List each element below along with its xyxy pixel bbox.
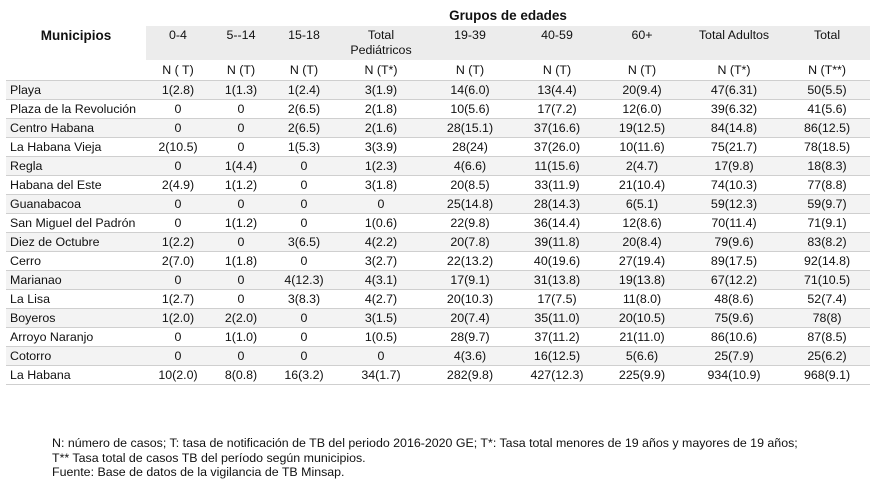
municipio-name: Diez de Octubre xyxy=(6,233,146,252)
col-header-total-adultos-label: Total Adultos xyxy=(698,28,770,42)
table-cell: 37(26.0) xyxy=(514,138,600,157)
footnote-source: Fuente: Base de datos de la vigilancia de TB Minsap. xyxy=(52,465,345,479)
table-cell: 3(2.7) xyxy=(336,252,426,271)
municipio-name: Cerro xyxy=(6,252,146,271)
table-cell: 0 xyxy=(146,119,210,138)
table-cell: 20(10.3) xyxy=(426,290,514,309)
table-cell: 33(11.9) xyxy=(514,176,600,195)
table-row xyxy=(6,214,870,233)
table-cell: 41(5.6) xyxy=(784,100,870,119)
table-cell: 17(7.2) xyxy=(514,100,600,119)
table-cell: 25(14.8) xyxy=(426,195,514,214)
table-cell: 1(5.3) xyxy=(272,138,336,157)
table-cell: 86(12.5) xyxy=(784,119,870,138)
table-row xyxy=(6,233,870,252)
table-row xyxy=(6,290,870,309)
table-cell: 282(9.8) xyxy=(426,366,514,385)
table-cell: 12(6.0) xyxy=(600,100,684,119)
table-cell: 59(9.7) xyxy=(784,195,870,214)
table-cell: 74(10.3) xyxy=(684,176,784,195)
table-cell: 11(8.0) xyxy=(600,290,684,309)
table-cell: 0 xyxy=(146,347,210,366)
table-cell: 19(12.5) xyxy=(600,119,684,138)
table-cell: 28(14.3) xyxy=(514,195,600,214)
table-cell: 0 xyxy=(146,100,210,119)
table-cell: 1(1.2) xyxy=(210,214,272,233)
table-cell: 78(8) xyxy=(784,309,870,328)
table-cell: 4(2.7) xyxy=(336,290,426,309)
table-cell: 75(9.6) xyxy=(684,309,784,328)
table-cell: 39(6.32) xyxy=(684,100,784,119)
table-cell: 3(1.8) xyxy=(336,176,426,195)
table-cell: 21(11.0) xyxy=(600,328,684,347)
municipio-name: Cotorro xyxy=(6,347,146,366)
table-cell: 0 xyxy=(272,214,336,233)
table-cell: 4(12.3) xyxy=(272,271,336,290)
table-cell: 20(7.8) xyxy=(426,233,514,252)
table-cell: 0 xyxy=(210,290,272,309)
table-cell: 0 xyxy=(210,100,272,119)
table-cell: 4(3.1) xyxy=(336,271,426,290)
table-cell: 21(10.4) xyxy=(600,176,684,195)
table-cell: 1(1.0) xyxy=(210,328,272,347)
table-cell: 18(8.3) xyxy=(784,157,870,176)
table-cell: 1(1.8) xyxy=(210,252,272,271)
table-cell: 79(9.6) xyxy=(684,233,784,252)
table-cell: 28(15.1) xyxy=(426,119,514,138)
subheader-cell: N (T*) xyxy=(684,60,784,81)
col-header-15-18: 15-18 xyxy=(272,26,336,60)
table-cell: 0 xyxy=(210,271,272,290)
table-cell: 1(1.2) xyxy=(210,176,272,195)
table-row xyxy=(6,138,870,157)
table-cell: 20(9.4) xyxy=(600,81,684,100)
table-cell: 10(5.6) xyxy=(426,100,514,119)
table-row xyxy=(6,366,870,385)
table-cell: 0 xyxy=(210,195,272,214)
table-cell: 83(8.2) xyxy=(784,233,870,252)
col-header-60-plus: 60+ xyxy=(600,26,684,60)
municipio-name: Regla xyxy=(6,157,146,176)
table-cell: 0 xyxy=(146,157,210,176)
table-cell: 0 xyxy=(146,195,210,214)
table-cell: 25(7.9) xyxy=(684,347,784,366)
table-cell: 47(6.31) xyxy=(684,81,784,100)
table-cell: 1(0.5) xyxy=(336,328,426,347)
table-body xyxy=(6,81,870,385)
col-header-0-4: 0-4 xyxy=(146,26,210,60)
table-cell: 2(6.5) xyxy=(272,100,336,119)
table-cell: 0 xyxy=(210,138,272,157)
subheader-cell: N (T) xyxy=(426,60,514,81)
table-cell: 50(5.5) xyxy=(784,81,870,100)
table-cell: 16(3.2) xyxy=(272,366,336,385)
table-cell: 1(2.8) xyxy=(146,81,210,100)
table-cell: 427(12.3) xyxy=(514,366,600,385)
table-cell: 14(6.0) xyxy=(426,81,514,100)
table-row xyxy=(6,157,870,176)
table-cell: 0 xyxy=(272,176,336,195)
municipio-name: Marianao xyxy=(6,271,146,290)
table-cell: 0 xyxy=(272,195,336,214)
table-cell: 17(9.8) xyxy=(684,157,784,176)
table-cell: 0 xyxy=(146,214,210,233)
municipio-name: La Lisa xyxy=(6,290,146,309)
table-cell: 52(7.4) xyxy=(784,290,870,309)
municipio-name: San Miguel del Padrón xyxy=(6,214,146,233)
table-cell: 10(2.0) xyxy=(146,366,210,385)
table-cell: 3(1.9) xyxy=(336,81,426,100)
table-cell: 22(13.2) xyxy=(426,252,514,271)
table-cell: 70(11.4) xyxy=(684,214,784,233)
table-cell: 1(2.0) xyxy=(146,309,210,328)
table-row xyxy=(6,309,870,328)
table-row xyxy=(6,347,870,366)
table-cell: 27(19.4) xyxy=(600,252,684,271)
table-cell: 17(9.1) xyxy=(426,271,514,290)
table-cell: 0 xyxy=(336,195,426,214)
subheader-cell: N (T) xyxy=(272,60,336,81)
table-cell: 5(6.6) xyxy=(600,347,684,366)
table-cell: 2(4.9) xyxy=(146,176,210,195)
table-cell: 40(19.6) xyxy=(514,252,600,271)
municipios-header: Municipios xyxy=(40,28,112,43)
subheader-cell: N (T) xyxy=(514,60,600,81)
table-cell: 2(1.8) xyxy=(336,100,426,119)
table-cell: 0 xyxy=(210,347,272,366)
col-header-total-pediatricos xyxy=(336,26,426,60)
municipio-name: Habana del Este xyxy=(6,176,146,195)
table-cell: 3(6.5) xyxy=(272,233,336,252)
table-cell: 20(8.5) xyxy=(426,176,514,195)
table-cell: 4(6.6) xyxy=(426,157,514,176)
table-cell: 0 xyxy=(146,328,210,347)
table-cell: 968(9.1) xyxy=(784,366,870,385)
table-cell: 16(12.5) xyxy=(514,347,600,366)
subheader-cell: N (T*) xyxy=(336,60,426,81)
table-cell: 34(1.7) xyxy=(336,366,426,385)
table-cell: 3(1.5) xyxy=(336,309,426,328)
footnote-abbreviations: N: número de casos; T: tasa de notificación de TB del periodo 2016-2020 GE; T*: Tasa total menores de 19 años y mayores de 19 años; xyxy=(52,436,798,450)
subheader-cell: N (T) xyxy=(600,60,684,81)
table-row xyxy=(6,252,870,271)
subheader-cell: N (T) xyxy=(210,60,272,81)
col-header-19-39: 19-39 xyxy=(426,26,514,60)
table-cell: 6(5.1) xyxy=(600,195,684,214)
table-cell: 11(15.6) xyxy=(514,157,600,176)
table-cell: 1(2.7) xyxy=(146,290,210,309)
table-cell: 10(11.6) xyxy=(600,138,684,157)
table-cell: 75(21.7) xyxy=(684,138,784,157)
table-cell: 0 xyxy=(272,252,336,271)
table-cell: 2(10.5) xyxy=(146,138,210,157)
table-cell: 0 xyxy=(146,271,210,290)
table-cell: 12(8.6) xyxy=(600,214,684,233)
table-cell: 84(14.8) xyxy=(684,119,784,138)
municipio-name: La Habana Vieja xyxy=(6,138,146,157)
footnote-total-rate: T** Tasa total de casos TB del período según municipios. xyxy=(52,450,366,465)
table-cell: 36(14.4) xyxy=(514,214,600,233)
subheader-cell: N ( T) xyxy=(146,60,210,81)
table-cell: 2(4.7) xyxy=(600,157,684,176)
age-groups-header: Grupos de edades xyxy=(449,8,567,23)
tb-cases-table-container xyxy=(6,8,876,385)
table-cell: 2(2.0) xyxy=(210,309,272,328)
table-row xyxy=(6,100,870,119)
table-cell: 8(0.8) xyxy=(210,366,272,385)
table-cell: 0 xyxy=(272,309,336,328)
municipio-name: Guanabacoa xyxy=(6,195,146,214)
table-cell: 3(8.3) xyxy=(272,290,336,309)
table-cell: 87(8.5) xyxy=(784,328,870,347)
table-cell: 71(10.5) xyxy=(784,271,870,290)
table-cell: 3(3.9) xyxy=(336,138,426,157)
table-cell: 4(3.6) xyxy=(426,347,514,366)
col-header-total-pediatricos-label: Total Pediátricos xyxy=(350,28,412,57)
table-cell: 1(2.4) xyxy=(272,81,336,100)
table-cell: 1(2.2) xyxy=(146,233,210,252)
table-cell: 31(13.8) xyxy=(514,271,600,290)
table-row xyxy=(6,119,870,138)
table-cell: 20(10.5) xyxy=(600,309,684,328)
table-cell: 67(12.2) xyxy=(684,271,784,290)
table-cell: 934(10.9) xyxy=(684,366,784,385)
table-cell: 1(4.4) xyxy=(210,157,272,176)
table-cell: 19(13.8) xyxy=(600,271,684,290)
table-cell: 28(24) xyxy=(426,138,514,157)
col-header-40-59: 40-59 xyxy=(514,26,600,60)
table-cell: 37(16.6) xyxy=(514,119,600,138)
table-cell: 92(14.8) xyxy=(784,252,870,271)
table-cell: 2(1.6) xyxy=(336,119,426,138)
table-cell: 22(9.8) xyxy=(426,214,514,233)
table-cell: 28(9.7) xyxy=(426,328,514,347)
municipio-name: Playa xyxy=(6,81,146,100)
table-footnotes xyxy=(52,436,872,480)
table-cell: 2(6.5) xyxy=(272,119,336,138)
table-cell: 89(17.5) xyxy=(684,252,784,271)
municipio-name: Arroyo Naranjo xyxy=(6,328,146,347)
table-cell: 59(12.3) xyxy=(684,195,784,214)
table-row xyxy=(6,176,870,195)
col-header-total-adultos xyxy=(684,26,784,60)
col-header-total: Total xyxy=(784,26,870,60)
municipio-name: Centro Habana xyxy=(6,119,146,138)
table-cell: 1(2.3) xyxy=(336,157,426,176)
table-cell: 86(10.6) xyxy=(684,328,784,347)
table-cell: 77(8.8) xyxy=(784,176,870,195)
table-cell: 48(8.6) xyxy=(684,290,784,309)
table-cell: 0 xyxy=(210,233,272,252)
municipio-name: Boyeros xyxy=(6,309,146,328)
table-cell: 0 xyxy=(210,119,272,138)
table-cell: 4(2.2) xyxy=(336,233,426,252)
municipio-name: La Habana xyxy=(6,366,146,385)
table-cell: 78(18.5) xyxy=(784,138,870,157)
table-row xyxy=(6,271,870,290)
table-cell: 0 xyxy=(336,347,426,366)
col-header-5-14: 5--14 xyxy=(210,26,272,60)
table-cell: 71(9.1) xyxy=(784,214,870,233)
table-row xyxy=(6,328,870,347)
table-row xyxy=(6,195,870,214)
table-cell: 20(8.4) xyxy=(600,233,684,252)
table-cell: 25(6.2) xyxy=(784,347,870,366)
table-cell: 0 xyxy=(272,347,336,366)
table-cell: 225(9.9) xyxy=(600,366,684,385)
table-cell: 35(11.0) xyxy=(514,309,600,328)
table-cell: 17(7.5) xyxy=(514,290,600,309)
table-cell: 0 xyxy=(272,328,336,347)
table-cell: 2(7.0) xyxy=(146,252,210,271)
table-cell: 0 xyxy=(272,157,336,176)
municipio-name: Plaza de la Revolución xyxy=(6,100,146,119)
table-cell: 20(7.4) xyxy=(426,309,514,328)
table-cell: 1(0.6) xyxy=(336,214,426,233)
table-cell: 39(11.8) xyxy=(514,233,600,252)
table-cell: 1(1.3) xyxy=(210,81,272,100)
tb-cases-table xyxy=(6,8,870,385)
subheader-cell: N (T**) xyxy=(784,60,870,81)
table-cell: 37(11.2) xyxy=(514,328,600,347)
table-row xyxy=(6,81,870,100)
table-cell: 13(4.4) xyxy=(514,81,600,100)
